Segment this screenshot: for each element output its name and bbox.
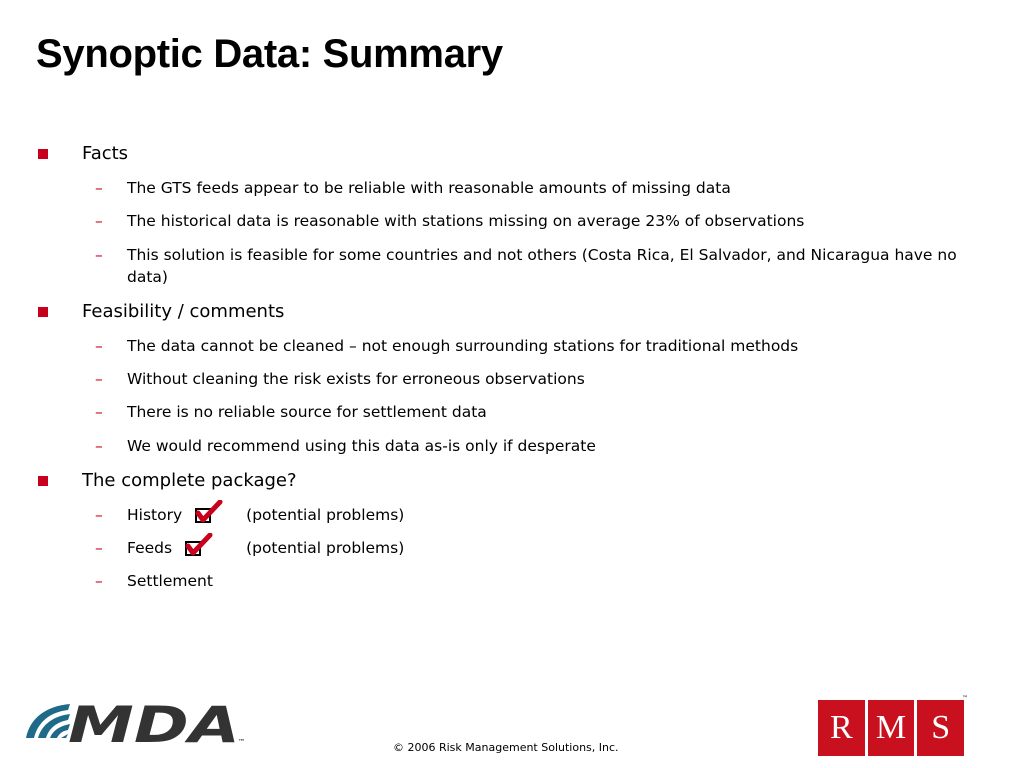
copyright-footer: © 2006 Risk Management Solutions, Inc. — [393, 741, 619, 754]
package-item-label: History — [127, 506, 183, 524]
sub-bullet-settlement — [95, 570, 987, 592]
checkmark-icon — [194, 500, 224, 526]
mda-wordmark: MDA — [68, 698, 240, 746]
dash-icon: – — [95, 539, 103, 557]
dash-icon: – — [95, 506, 103, 524]
package-item-label: Feeds — [127, 539, 173, 557]
sub-bullet — [95, 210, 987, 232]
sub-bullet — [95, 435, 987, 457]
bullet-label: Feasibility / comments — [82, 301, 285, 322]
dash-icon: – — [95, 403, 103, 421]
package-item-note: (potential problems) — [246, 539, 405, 557]
sub-bullet — [95, 244, 987, 288]
dash-icon: – — [95, 572, 103, 590]
bullet-facts — [82, 143, 128, 165]
dash-icon: – — [95, 437, 103, 455]
rms-trademark: ™ — [962, 695, 968, 702]
bullet-label: The complete package? — [82, 470, 297, 491]
sub-bullet-history — [95, 504, 987, 526]
bullet-complete-package — [82, 470, 297, 492]
rms-letter-m: M — [868, 700, 915, 756]
slide-title: Synoptic Data: Summary — [36, 32, 503, 76]
rms-letter-s: S — [917, 700, 964, 756]
sub-bullet-text: We would recommend using this data as-is only if desperate — [127, 437, 596, 455]
mda-swoosh-icon — [26, 704, 70, 738]
mda-logo — [24, 698, 254, 746]
sub-bullet — [95, 177, 987, 199]
rms-logo — [818, 700, 964, 756]
bullet-square-icon — [38, 476, 48, 486]
sub-bullet — [95, 368, 987, 390]
sub-bullet-text: The GTS feeds appear to be reliable with reasonable amounts of missing data — [127, 179, 731, 197]
dash-icon: – — [95, 179, 103, 197]
sub-bullet-text: This solution is feasible for some countries and not others (Costa Rica, El Salvador, and Nicaragua have no data) — [127, 246, 957, 286]
dash-icon: – — [95, 212, 103, 230]
sub-bullet — [95, 335, 987, 357]
bullet-feasibility — [82, 301, 284, 323]
sub-bullet-text: Without cleaning the risk exists for erroneous observations — [127, 370, 585, 388]
rms-letter-r: R — [818, 700, 865, 756]
package-item-note: (potential problems) — [246, 506, 405, 524]
bullet-square-icon — [38, 307, 48, 317]
package-item-label: Settlement — [127, 572, 213, 590]
sub-bullet-text: There is no reliable source for settlement data — [127, 403, 487, 421]
bullet-square-icon — [38, 149, 48, 159]
mda-trademark: ™ — [238, 738, 245, 746]
sub-bullet-feeds — [95, 537, 987, 559]
bullet-label: Facts — [82, 143, 129, 164]
dash-icon: – — [95, 246, 103, 264]
sub-bullet-text: The data cannot be cleaned – not enough surrounding stations for traditional methods — [127, 337, 799, 355]
checkmark-icon — [184, 533, 214, 559]
sub-bullet-text: The historical data is reasonable with stations missing on average 23% of observations — [127, 212, 805, 230]
dash-icon: – — [95, 337, 103, 355]
sub-bullet — [95, 401, 987, 423]
dash-icon: – — [95, 370, 103, 388]
